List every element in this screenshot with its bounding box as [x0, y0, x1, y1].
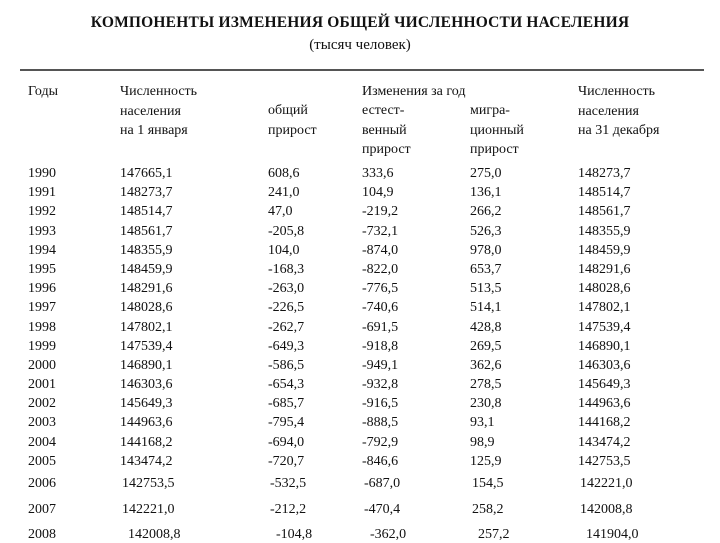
row-2006-total: -532,5	[270, 476, 307, 491]
cell-pop-jan: 147802,1	[120, 319, 173, 335]
header-change-group: Изменения за год	[362, 84, 466, 99]
column-total	[268, 164, 304, 471]
cell-pop-dec: 146890,1	[578, 338, 631, 354]
cell-pop-jan: 148459,9	[120, 261, 173, 277]
cell-year: 2005	[28, 453, 56, 469]
cell-natural: -918,8	[362, 338, 399, 354]
cell-pop-jan: 145649,3	[120, 396, 173, 412]
row-2006-pop-jan: 142753,5	[122, 476, 175, 491]
cell-total: -654,3	[268, 377, 305, 393]
cell-migration: 513,5	[470, 281, 502, 297]
cell-total: 47,0	[268, 204, 293, 220]
cell-migration: 275,0	[470, 166, 502, 181]
row-2007-total: -212,2	[270, 502, 307, 517]
cell-pop-jan: 148561,7	[120, 223, 173, 239]
cell-pop-jan: 147539,4	[120, 338, 173, 354]
cell-total: -168,3	[268, 261, 305, 277]
cell-total: -262,7	[268, 319, 305, 335]
cell-year: 1998	[28, 319, 56, 335]
cell-pop-jan: 146890,1	[120, 357, 173, 373]
cell-total: -685,7	[268, 396, 305, 412]
cell-natural: -732,1	[362, 223, 399, 239]
cell-natural: -740,6	[362, 300, 399, 316]
cell-year: 1995	[28, 261, 56, 277]
cell-pop-dec: 143474,2	[578, 434, 631, 450]
cell-year: 2002	[28, 396, 56, 412]
cell-natural: -888,5	[362, 415, 399, 431]
header-divider	[20, 69, 704, 71]
column-pop-jan	[120, 164, 173, 471]
cell-pop-dec: 147539,4	[578, 319, 631, 335]
cell-pop-dec: 148459,9	[578, 242, 631, 258]
cell-year: 1999	[28, 338, 56, 354]
cell-pop-jan: 147665,1	[120, 166, 173, 181]
row-2006-pop-dec: 142221,0	[580, 476, 633, 491]
cell-pop-dec: 144168,2	[578, 415, 631, 431]
cell-pop-dec: 146303,6	[578, 357, 631, 373]
cell-migration: 136,1	[470, 185, 502, 201]
cell-pop-dec: 148273,7	[578, 166, 631, 181]
cell-year: 1996	[28, 281, 56, 297]
cell-total: 104,0	[268, 242, 300, 258]
cell-total: 608,6	[268, 166, 300, 181]
cell-migration: 514,1	[470, 300, 502, 316]
cell-year: 1994	[28, 242, 56, 258]
page-subtitle: (тысяч человек)	[309, 37, 411, 53]
column-years	[28, 164, 56, 471]
cell-total: -795,4	[268, 415, 305, 431]
cell-pop-dec: 147802,1	[578, 300, 631, 316]
cell-pop-dec: 148355,9	[578, 223, 631, 239]
cell-natural: -846,6	[362, 453, 399, 469]
cell-migration: 98,9	[470, 434, 495, 450]
cell-natural: -932,8	[362, 377, 399, 393]
cell-pop-dec: 142753,5	[578, 453, 631, 469]
row-2008-migration: 257,2	[478, 527, 510, 542]
cell-total: -263,0	[268, 281, 305, 297]
cell-natural: -874,0	[362, 242, 399, 258]
cell-migration: 266,2	[470, 204, 502, 220]
cell-pop-jan: 148355,9	[120, 242, 173, 258]
cell-year: 1991	[28, 185, 56, 201]
cell-total: -226,5	[268, 300, 305, 316]
cell-migration: 230,8	[470, 396, 502, 412]
cell-year: 2001	[28, 377, 56, 393]
cell-year: 2000	[28, 357, 56, 373]
cell-pop-dec: 148028,6	[578, 281, 631, 297]
row-2008-natural: -362,0	[370, 527, 407, 542]
cell-migration: 278,5	[470, 377, 502, 393]
row-2008-pop-dec: 141904,0	[586, 527, 639, 542]
row-2008-year: 2008	[28, 527, 56, 542]
cell-total: -586,5	[268, 357, 305, 373]
cell-migration: 269,5	[470, 338, 502, 354]
row-2006-natural: -687,0	[364, 476, 401, 491]
cell-total: -694,0	[268, 434, 305, 450]
cell-pop-jan: 148028,6	[120, 300, 173, 316]
cell-year: 1993	[28, 223, 56, 239]
cell-year: 2004	[28, 434, 56, 450]
header-total-growth: общий прирост	[268, 103, 317, 138]
header-natural-growth: естест- венный прирост	[362, 103, 411, 157]
header-years: Годы	[28, 84, 58, 99]
cell-total: 241,0	[268, 185, 300, 201]
cell-migration: 428,8	[470, 319, 502, 335]
cell-pop-dec: 148561,7	[578, 204, 631, 220]
row-2007-natural: -470,4	[364, 502, 401, 517]
cell-migration: 978,0	[470, 242, 502, 258]
row-2008-pop-jan: 142008,8	[128, 527, 181, 542]
cell-migration: 653,7	[470, 261, 502, 277]
cell-total: -649,3	[268, 338, 305, 354]
cell-pop-dec: 144963,6	[578, 396, 631, 412]
cell-total: -205,8	[268, 223, 305, 239]
cell-natural: -822,0	[362, 261, 399, 277]
row-2007-migration: 258,2	[472, 502, 504, 517]
column-natural	[362, 164, 398, 471]
page-title: КОМПОНЕНТЫ ИЗМЕНЕНИЯ ОБЩЕЙ ЧИСЛЕННОСТИ НАСЕЛЕНИЯ	[90, 14, 630, 31]
column-pop-dec	[578, 164, 631, 471]
cell-pop-jan: 144168,2	[120, 434, 173, 450]
cell-year: 2003	[28, 415, 56, 431]
cell-year: 1992	[28, 204, 56, 220]
cell-pop-jan: 146303,6	[120, 377, 173, 393]
cell-pop-jan: 143474,2	[120, 453, 173, 469]
cell-natural: -219,2	[362, 204, 399, 220]
cell-year: 1997	[28, 300, 56, 316]
row-2006-migration: 154,5	[472, 476, 504, 491]
cell-natural: -916,5	[362, 396, 399, 412]
row-2006-year: 2006	[28, 476, 56, 491]
cell-pop-dec: 145649,3	[578, 377, 631, 393]
row-2008-total: -104,8	[276, 527, 313, 542]
cell-pop-jan: 148514,7	[120, 204, 173, 220]
cell-natural: -691,5	[362, 319, 399, 335]
row-2007-pop-jan: 142221,0	[122, 502, 175, 517]
cell-natural: 104,9	[362, 185, 394, 201]
cell-pop-dec: 148291,6	[578, 261, 631, 277]
cell-natural: 333,6	[362, 166, 394, 181]
cell-migration: 526,3	[470, 223, 502, 239]
cell-pop-jan: 144963,6	[120, 415, 173, 431]
cell-pop-jan: 148273,7	[120, 185, 173, 201]
cell-natural: -776,5	[362, 281, 399, 297]
cell-migration: 362,6	[470, 357, 502, 373]
cell-migration: 125,9	[470, 453, 502, 469]
cell-migration: 93,1	[470, 415, 495, 431]
cell-pop-jan: 148291,6	[120, 281, 173, 297]
cell-year: 1990	[28, 166, 56, 181]
row-2007-pop-dec: 142008,8	[580, 502, 633, 517]
header-migration-growth: мигра- ционный прирост	[470, 103, 524, 157]
cell-natural: -949,1	[362, 357, 399, 373]
cell-pop-dec: 148514,7	[578, 185, 631, 201]
cell-total: -720,7	[268, 453, 305, 469]
header-pop-jan: Численность населения на 1 января	[120, 84, 198, 138]
header-pop-dec: Численность населения на 31 декабря	[578, 84, 660, 138]
row-2007-year: 2007	[28, 502, 56, 517]
cell-natural: -792,9	[362, 434, 399, 450]
column-migration	[470, 164, 502, 471]
